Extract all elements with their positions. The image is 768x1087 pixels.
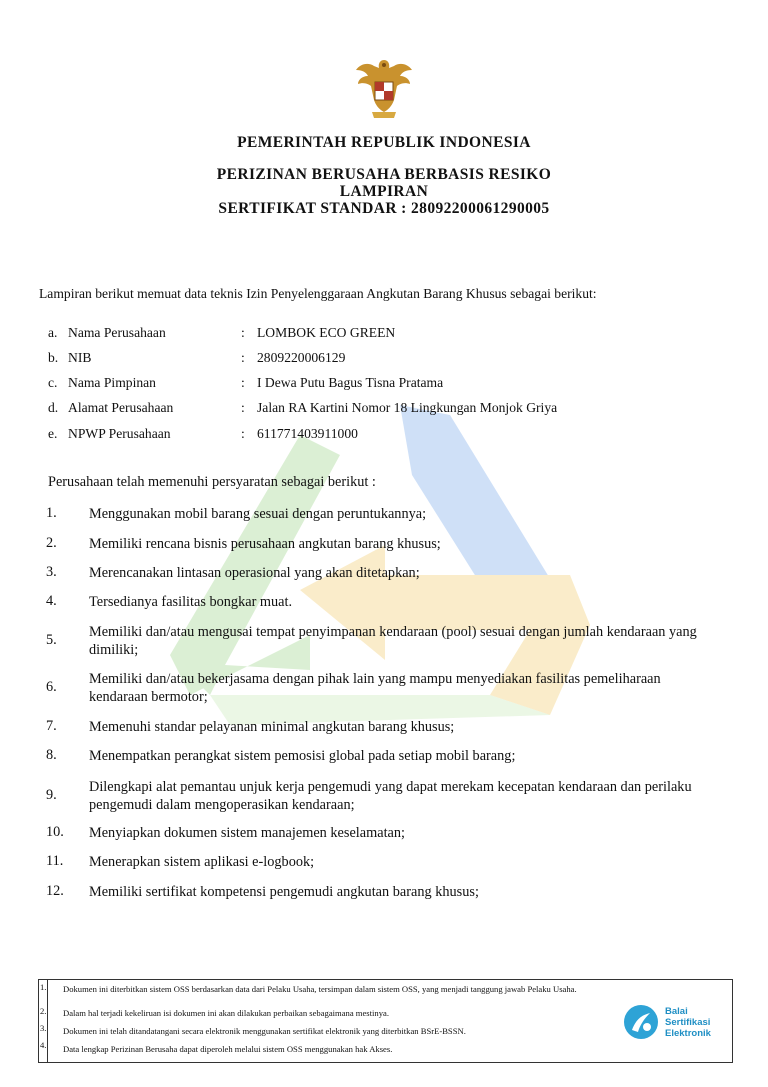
requirement-number: 8. [46, 747, 57, 763]
requirement-number: 10. [46, 824, 64, 840]
document-title: PERIZINAN BERUSAHA BERBASIS RESIKO [216, 166, 552, 183]
info-letter: d. [48, 400, 59, 415]
info-label: Nama Perusahaan [68, 325, 166, 340]
bsre-line-1: Balai [665, 1006, 688, 1017]
info-label: Nama Pimpinan [68, 375, 156, 390]
footer-note-number: 2. [40, 1006, 47, 1016]
footer-note-text: Data lengkap Perizinan Berusaha dapat diperoleh melalui sistem OSS menggunakan hak Akses. [63, 1044, 393, 1054]
info-value: LOMBOK ECO GREEN [257, 325, 396, 340]
garuda-pancasila-icon [354, 56, 414, 120]
requirement-text: Tersedianya fasilitas bongkar muat. [89, 594, 293, 610]
info-value: I Dewa Putu Bagus Tisna Pratama [257, 375, 444, 390]
requirement-text: Memiliki sertifikat kompetensi pengemudi angkutan barang khusus; [89, 884, 479, 900]
info-colon: : [241, 350, 245, 365]
requirement-number: 3. [46, 564, 57, 580]
requirement-text: Menempatkan perangkat sistem pemosisi global pada setiap mobil barang; [89, 748, 516, 764]
info-value: Jalan RA Kartini Nomor 18 Lingkungan Monjok Griya [257, 400, 558, 415]
requirement-number: 2. [46, 535, 57, 551]
footer-note-number: 1. [40, 982, 47, 992]
requirement-number: 9. [46, 787, 57, 803]
bsre-logo-icon [622, 1003, 660, 1041]
footer-note-number: 3. [40, 1023, 47, 1033]
intro-text: Lampiran berikut memuat data teknis Izin Penyelenggaraan Angkutan Barang Khusus sebagai berikut: [39, 286, 597, 301]
info-label: Alamat Perusahaan [68, 400, 174, 415]
requirement-text: Memenuhi standar pelayanan minimal angkutan barang khusus; [89, 719, 455, 735]
footer-note-text: Dalam hal terjadi kekeliruan isi dokumen ini akan dilakukan perbaikan sebagaimana mestinya. [63, 1008, 389, 1018]
info-colon: : [241, 325, 245, 340]
info-colon: : [241, 375, 245, 390]
requirement-number: 6. [46, 679, 57, 695]
info-letter: b. [48, 350, 59, 365]
government-heading: PEMERINTAH REPUBLIK INDONESIA [237, 134, 531, 151]
requirement-text: Memiliki rencana bisnis perusahaan angkutan barang khusus; [89, 536, 441, 552]
requirement-number: 4. [46, 593, 57, 609]
document-subtitle: LAMPIRAN [339, 183, 429, 200]
requirement-text: Merencanakan lintasan operasional yang akan ditetapkan; [89, 565, 420, 581]
info-letter: e. [48, 426, 58, 441]
requirement-text: Menyiapkan dokumen sistem manajemen keselamatan; [89, 825, 406, 841]
info-letter: c. [48, 375, 58, 390]
info-letter: a. [48, 325, 58, 340]
info-label: NIB [68, 350, 92, 365]
info-colon: : [241, 426, 245, 441]
info-value: 2809220006129 [257, 350, 346, 365]
requirement-text: Memiliki dan/atau bekerjasama dengan pihak lain yang mampu menyediakan fasilitas pemeliharaan kendaraan bermotor; [89, 671, 661, 705]
info-colon: : [241, 400, 245, 415]
requirement-number: 1. [46, 505, 57, 521]
requirement-number: 5. [46, 632, 57, 648]
footer-note-number: 4. [40, 1040, 47, 1050]
requirement-number: 12. [46, 883, 64, 899]
bsre-logo-text [665, 1006, 711, 1039]
footer-note-text: Dokumen ini diterbitkan sistem OSS berdasarkan data dari Pelaku Usaha, tersimpan dalam sistem OSS, yang menjadi tanggung jawab Pelaku Usaha. [63, 984, 577, 994]
bsre-line-2: Sertifikasi [665, 1017, 711, 1028]
requirement-number: 7. [46, 718, 57, 734]
footer-note-text: Dokumen ini telah ditandatangani secara elektronik menggunakan sertifikat elektronik yang diterbitkan BSrE-BSSN. [63, 1026, 466, 1036]
info-value: 611771403911000 [257, 426, 358, 441]
requirement-text: Memiliki dan/atau mengusai tempat penyimpanan kendaraan (pool) sesuai dengan jumlah kendaraan yang dimiliki; [89, 624, 697, 658]
requirement-text: Menggunakan mobil barang sesuai dengan peruntukannya; [89, 506, 427, 522]
info-label: NPWP Perusahaan [68, 426, 171, 441]
certificate-number: SERTIFIKAT STANDAR : 28092200061290005 [218, 200, 550, 217]
requirement-text: Menerapkan sistem aplikasi e-logbook; [89, 854, 315, 870]
requirements-intro: Perusahaan telah memenuhi persyaratan sebagai berikut : [48, 474, 376, 490]
requirement-number: 11. [46, 853, 64, 869]
bsre-line-3: Elektronik [665, 1028, 711, 1039]
requirement-text: Dilengkapi alat pemantau unjuk kerja pengemudi yang dapat merekam kecepatan kendaraan dan perilaku pengemudi dalam mengoperasikan kendaraan; [89, 779, 692, 813]
